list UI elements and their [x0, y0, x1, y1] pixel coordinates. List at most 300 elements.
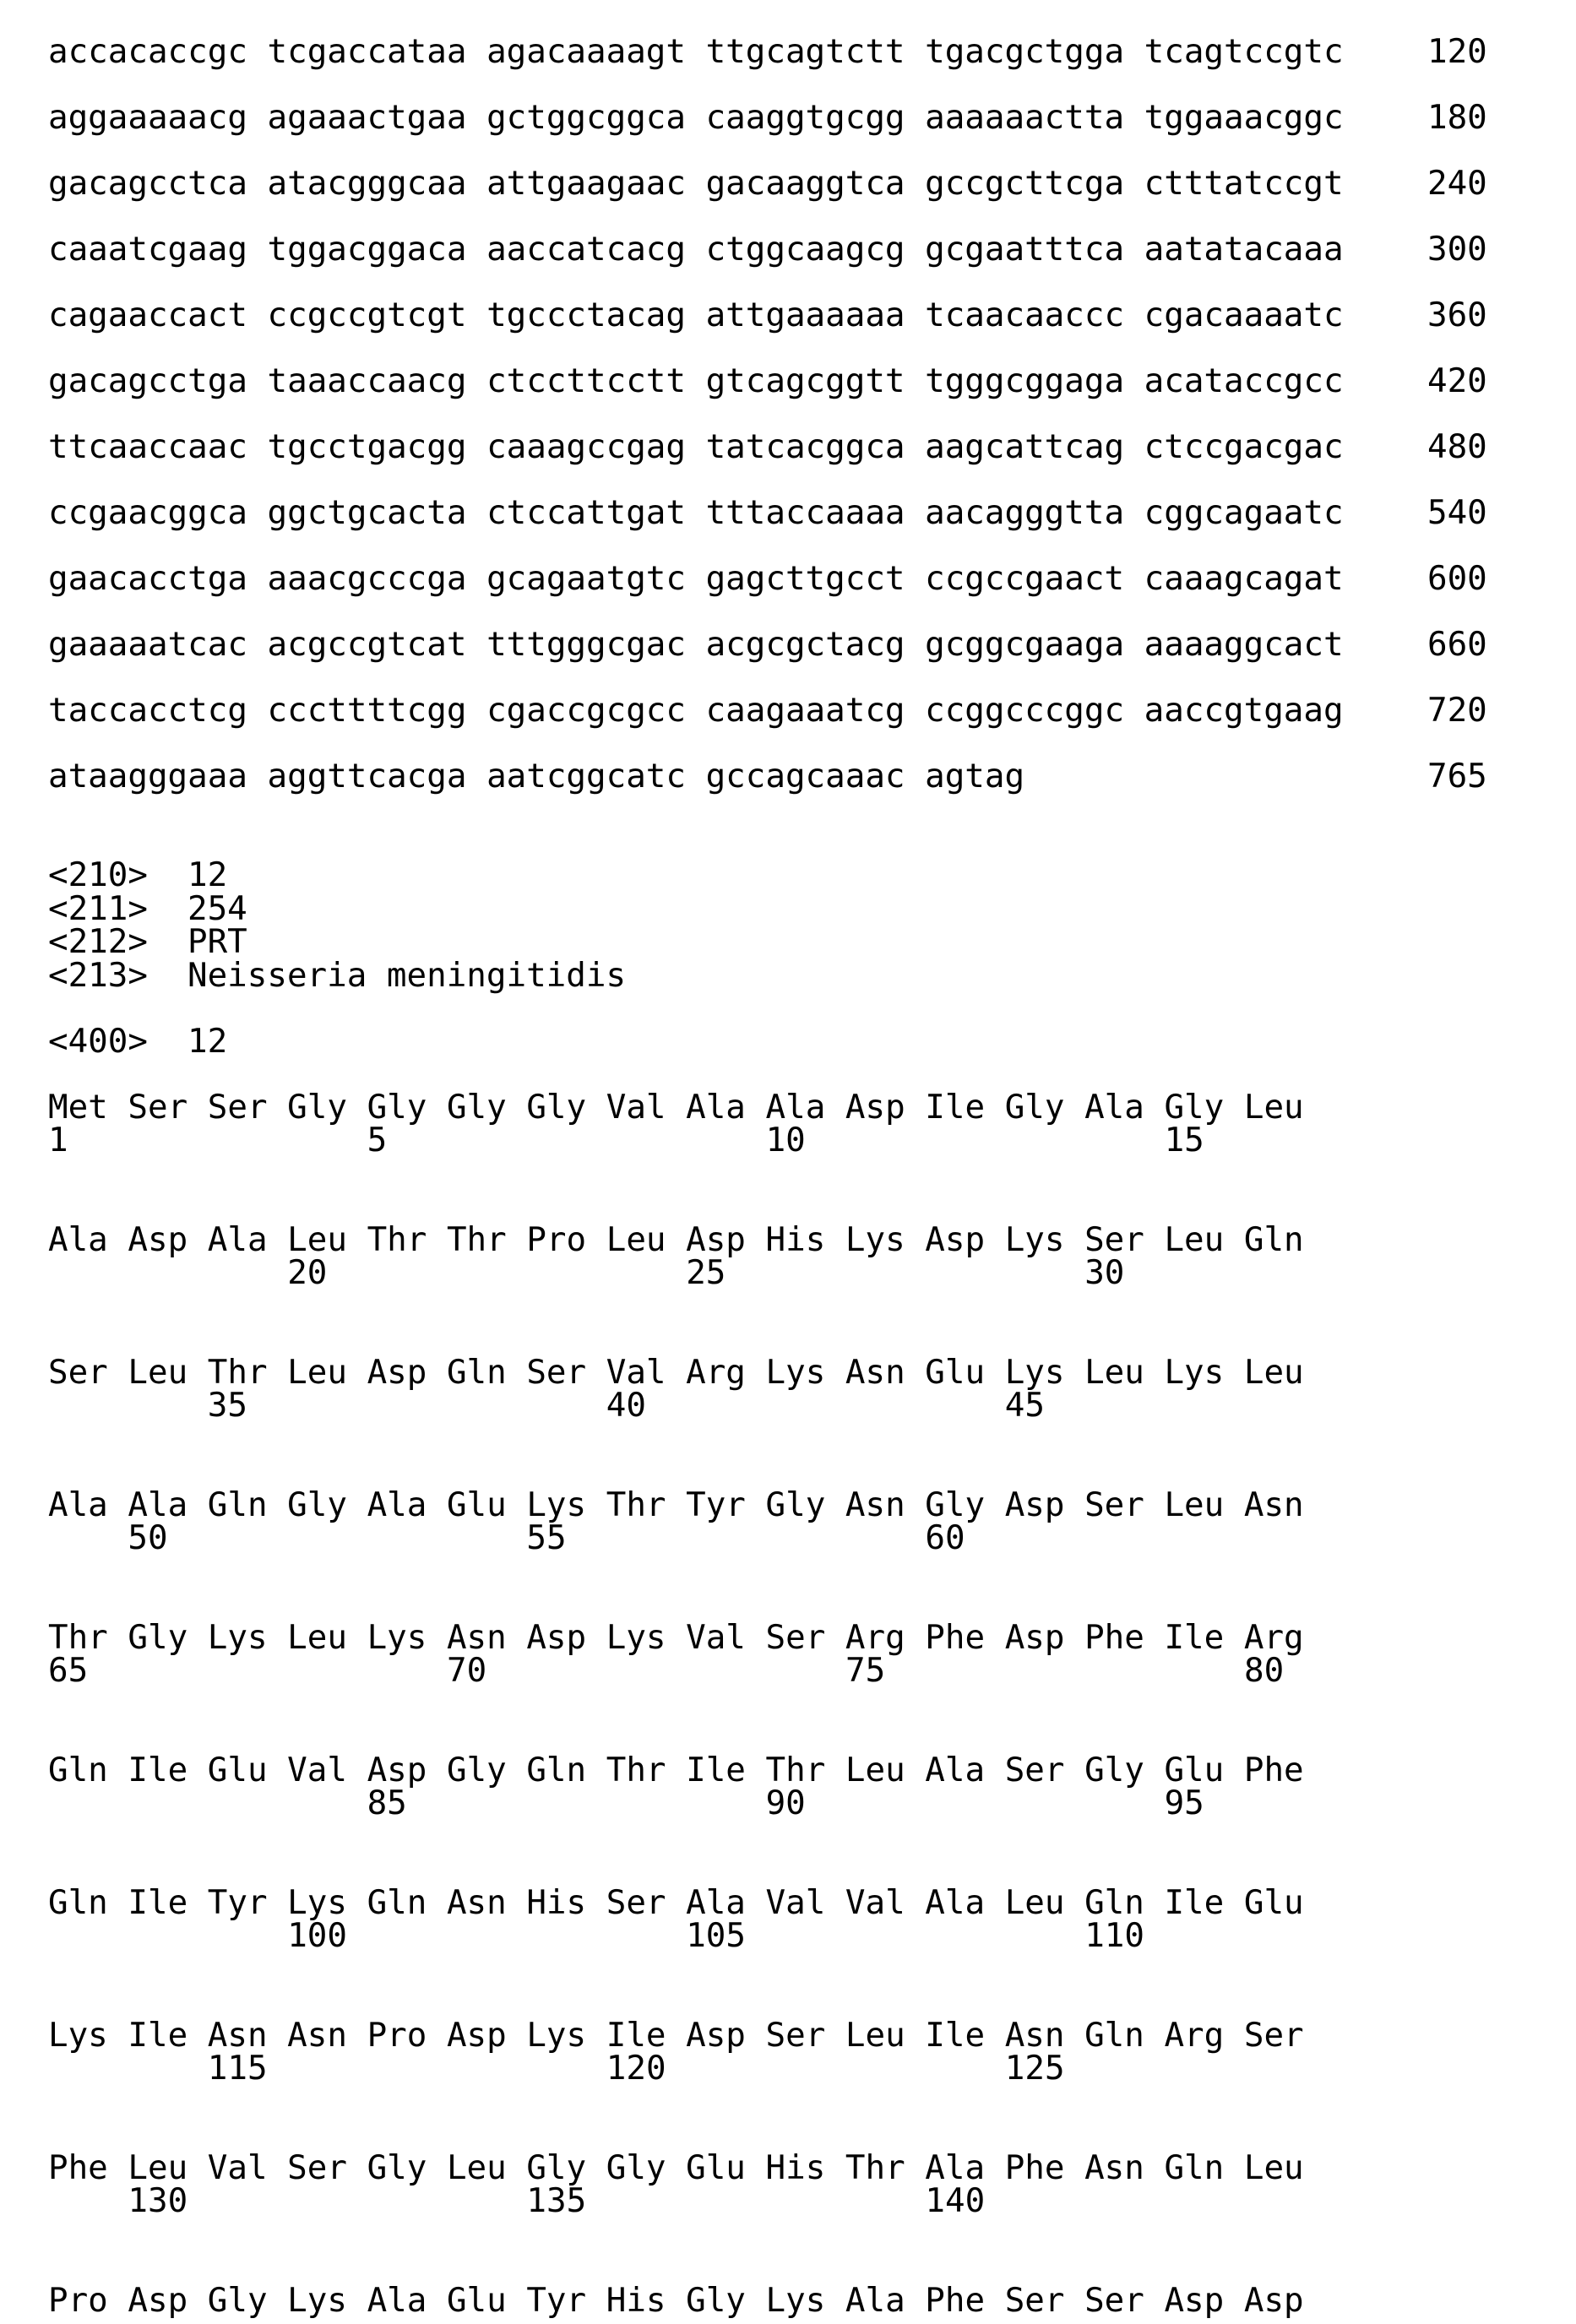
- nucleotide-group: aatcggcatc: [486, 757, 686, 795]
- residue: Asn: [446, 1884, 507, 1922]
- nucleotide-position-number: 660: [1427, 626, 1487, 664]
- nucleotide-group: ccgaacggca: [48, 494, 247, 532]
- residue: Thr: [765, 1751, 826, 1789]
- residue: Gly: [925, 1486, 986, 1524]
- residue: Ile: [1164, 1619, 1225, 1657]
- residue: Glu: [207, 1751, 268, 1789]
- nucleotide-group: agaaactgaa: [267, 99, 467, 137]
- residue: Ile: [606, 2017, 666, 2055]
- residue-position-number: 130: [128, 2182, 188, 2220]
- residue: Gly: [686, 2282, 746, 2320]
- residue: Gln: [48, 1884, 108, 1922]
- residue: Glu: [686, 2149, 746, 2187]
- nucleotide-group: gacaaggtca: [705, 165, 905, 203]
- residue: Lys: [48, 2017, 108, 2055]
- residue-position-number: 85: [367, 1784, 407, 1822]
- residue: Lys: [526, 2017, 587, 2055]
- nucleotide-group: caagaaatcg: [705, 692, 905, 730]
- residue: Thr: [207, 1354, 268, 1392]
- residue: Ser: [1004, 1751, 1065, 1789]
- residue: Gly: [606, 2149, 666, 2187]
- residue: Leu: [128, 2149, 188, 2187]
- residue-position-number: 30: [1084, 1254, 1125, 1292]
- residue: Met: [48, 1089, 108, 1127]
- residue: Gly: [287, 1089, 347, 1127]
- nucleotide-position-number: 720: [1427, 692, 1487, 730]
- nucleotide-group: gccgcttcga: [925, 165, 1125, 203]
- residue: Ile: [1164, 1884, 1225, 1922]
- nucleotide-group: ccgccgtcgt: [267, 296, 467, 334]
- field-value: 254: [187, 890, 247, 928]
- residue: Asn: [845, 1354, 905, 1392]
- nucleotide-group: tcagtccgtc: [1144, 33, 1344, 71]
- nucleotide-group: ctccttcctt: [486, 362, 686, 400]
- residue: Gln: [48, 1751, 108, 1789]
- residue: His: [526, 1884, 587, 1922]
- nucleotide-group: caaggtgcgg: [705, 99, 905, 137]
- residue: Asp: [925, 1221, 986, 1259]
- residue: Leu: [606, 1221, 666, 1259]
- nucleotide-group: ttgcagtctt: [705, 33, 905, 71]
- residue-position-number: 35: [207, 1387, 247, 1425]
- residue: Asp: [367, 1354, 427, 1392]
- residue: Lys: [526, 1486, 587, 1524]
- residue: Asp: [526, 1619, 587, 1657]
- residue: Val: [207, 2149, 268, 2187]
- residue: Val: [287, 1751, 347, 1789]
- nucleotide-position-number: 480: [1427, 428, 1487, 466]
- residue: Leu: [287, 1221, 347, 1259]
- residue: Val: [606, 1354, 666, 1392]
- nucleotide-group: aaaaggcact: [1144, 626, 1344, 664]
- nucleotide-group: gcagaatgtc: [486, 560, 686, 598]
- residue: Thr: [48, 1619, 108, 1657]
- field-value: Neisseria meningitidis: [187, 957, 627, 995]
- amino-acid-row: [48, 1486, 1323, 1524]
- residue: Ser: [287, 2149, 347, 2187]
- nucleotide-group: cggcagaatc: [1144, 494, 1344, 532]
- residue: Ser: [1084, 1486, 1144, 1524]
- residue: Ser: [128, 1089, 188, 1127]
- residue: Ile: [128, 2017, 188, 2055]
- residue: Tyr: [526, 2282, 587, 2320]
- residue: Leu: [287, 1619, 347, 1657]
- residue: Leu: [1243, 1354, 1304, 1392]
- residue-position-number: 20: [287, 1254, 328, 1292]
- nucleotide-group: gtcagcggtt: [705, 362, 905, 400]
- nucleotide-group: ccggcccggc: [925, 692, 1125, 730]
- nucleotide-group: acgccgtcat: [267, 626, 467, 664]
- nucleotide-row: [48, 35, 1344, 69]
- amino-acid-row: [48, 2284, 1323, 2318]
- residue: Leu: [287, 1354, 347, 1392]
- residue-position-number: 15: [1164, 1121, 1204, 1159]
- residue: Phe: [48, 2149, 108, 2187]
- field-value: 12: [187, 1023, 228, 1061]
- residue: Lys: [1004, 1354, 1065, 1392]
- nucleotide-group: gccagcaaac: [705, 757, 905, 795]
- residue: Ile: [925, 1089, 986, 1127]
- nucleotide-group: tttgggcgac: [486, 626, 686, 664]
- nucleotide-group: gacagcctca: [48, 165, 247, 203]
- field-tag: <400>: [48, 1023, 148, 1061]
- nucleotide-group: agtag: [925, 757, 1025, 795]
- residue-position-number: 40: [606, 1387, 646, 1425]
- residue-position-number: 105: [686, 1917, 746, 1955]
- nucleotide-group: gcggcgaaga: [925, 626, 1125, 664]
- residue: Thr: [367, 1221, 427, 1259]
- residue: Lys: [207, 1619, 268, 1657]
- residue: Thr: [446, 1221, 507, 1259]
- nucleotide-group: accacaccgc: [48, 33, 247, 71]
- nucleotide-group: tggacggaca: [267, 231, 467, 269]
- residue: Phe: [925, 2282, 986, 2320]
- nucleotide-group: acataccgcc: [1144, 362, 1344, 400]
- residue: Asp: [1164, 2282, 1225, 2320]
- residue-position-number: 75: [845, 1652, 886, 1690]
- residue: Gly: [207, 2282, 268, 2320]
- residue: Asp: [845, 1089, 905, 1127]
- residue: Ala: [48, 1221, 108, 1259]
- nucleotide-group: cgaccgcgcc: [486, 692, 686, 730]
- residue: Leu: [1243, 1089, 1304, 1127]
- nucleotide-row: [48, 101, 1344, 135]
- amino-acid-row: [48, 2149, 1323, 2187]
- residue: Pro: [526, 1221, 587, 1259]
- nucleotide-row: [48, 167, 1344, 201]
- residue: Arg: [1243, 1619, 1304, 1657]
- residue: Arg: [845, 1619, 905, 1657]
- nucleotide-group: gctggcggca: [486, 99, 686, 137]
- nucleotide-row: [48, 757, 1025, 795]
- residue: Leu: [1164, 1486, 1225, 1524]
- residue: Thr: [845, 2149, 905, 2187]
- field-tag: <211>: [48, 890, 148, 928]
- field-value: PRT: [187, 923, 247, 961]
- residue: Leu: [1243, 2149, 1304, 2187]
- nucleotide-group: tatcacggca: [705, 428, 905, 466]
- nucleotide-position-number: 180: [1427, 99, 1487, 137]
- residue: Phe: [1084, 1619, 1144, 1657]
- nucleotide-group: aggttcacga: [267, 757, 467, 795]
- residue: Ser: [1243, 2017, 1304, 2055]
- nucleotide-group: ttcaaccaac: [48, 428, 247, 466]
- residue: Asp: [1243, 2282, 1304, 2320]
- nucleotide-row: [48, 296, 1344, 334]
- residue: Gly: [367, 2149, 427, 2187]
- residue: Phe: [1243, 1751, 1304, 1789]
- residue: Gly: [765, 1486, 826, 1524]
- residue: Val: [606, 1089, 666, 1127]
- residue: Gly: [446, 1089, 507, 1127]
- nucleotide-position-number: 240: [1427, 165, 1487, 203]
- residue: Asp: [1004, 1486, 1065, 1524]
- residue: Pro: [367, 2017, 427, 2055]
- residue-position-number: 90: [765, 1784, 806, 1822]
- residue: Gln: [1243, 1221, 1304, 1259]
- residue: Asp: [128, 2282, 188, 2320]
- residue: Arg: [1164, 2017, 1225, 2055]
- nucleotide-group: ataagggaaa: [48, 757, 247, 795]
- nucleotide-group: aaacgcccga: [267, 560, 467, 598]
- residue-position-number: 115: [207, 2050, 268, 2088]
- residue: Lys: [1164, 1354, 1225, 1392]
- nucleotide-row: [48, 233, 1344, 267]
- residue: Asn: [207, 2017, 268, 2055]
- amino-acid-row: [48, 1221, 1323, 1259]
- field-tag: <213>: [48, 957, 148, 995]
- residue-position-number: 80: [1244, 1652, 1285, 1690]
- nucleotide-group: aaccatcacg: [486, 231, 686, 269]
- residue: Leu: [1164, 1221, 1225, 1259]
- residue: His: [765, 1221, 826, 1259]
- residue: Ser: [606, 1884, 666, 1922]
- residue: Glu: [446, 2282, 507, 2320]
- residue: Gly: [287, 1486, 347, 1524]
- nucleotide-group: aacagggtta: [925, 494, 1125, 532]
- nucleotide-group: tggaaacggc: [1144, 99, 1344, 137]
- nucleotide-group: agacaaaagt: [486, 33, 686, 71]
- residue: Gln: [207, 1486, 268, 1524]
- header-field: [48, 856, 228, 894]
- nucleotide-position-number: 420: [1427, 362, 1487, 400]
- nucleotide-group: gaaaaatcac: [48, 626, 247, 664]
- header-field: [48, 959, 626, 993]
- nucleotide-group: cccttttcgg: [267, 692, 467, 730]
- residue: Lys: [367, 1619, 427, 1657]
- residue: Leu: [1084, 1354, 1144, 1392]
- residue: Ile: [128, 1751, 188, 1789]
- residue: Gly: [1004, 1089, 1065, 1127]
- nucleotide-group: gcgaatttca: [925, 231, 1125, 269]
- nucleotide-row: [48, 494, 1344, 532]
- nucleotide-position-number: 540: [1427, 494, 1487, 532]
- residue-position-number: 110: [1084, 1917, 1144, 1955]
- residue-position-number: 120: [606, 2050, 666, 2088]
- nucleotide-group: taccacctcg: [48, 692, 247, 730]
- nucleotide-group: tgcctgacgg: [267, 428, 467, 466]
- residue-position-number: 140: [925, 2182, 986, 2220]
- residue-position-number: 70: [447, 1652, 487, 1690]
- residue: Lys: [287, 2282, 347, 2320]
- nucleotide-row: [48, 428, 1344, 466]
- residue-position-number: 10: [765, 1121, 806, 1159]
- residue: Asn: [1243, 1486, 1304, 1524]
- residue: Glu: [1243, 1884, 1304, 1922]
- residue: Gly: [1164, 1089, 1225, 1127]
- nucleotide-position-number: 600: [1427, 560, 1487, 598]
- residue: Asp: [446, 2017, 507, 2055]
- residue: Ala: [128, 1486, 188, 1524]
- residue: Ala: [925, 2149, 986, 2187]
- sequence-tag-field: [48, 1025, 227, 1059]
- residue: Lys: [765, 2282, 826, 2320]
- header-field: [48, 890, 247, 928]
- residue: Ser: [765, 1619, 826, 1657]
- residue: Ser: [765, 2017, 826, 2055]
- nucleotide-group: gaacacctga: [48, 560, 247, 598]
- residue: Gly: [526, 2149, 587, 2187]
- nucleotide-group: ccgccgaact: [925, 560, 1125, 598]
- nucleotide-group: aaccgtgaag: [1144, 692, 1344, 730]
- residue: Ala: [1084, 1089, 1144, 1127]
- residue-position-number: 125: [1004, 2050, 1065, 2088]
- residue: Arg: [686, 1354, 746, 1392]
- nucleotide-group: ctggcaagcg: [705, 231, 905, 269]
- residue-position-number: 65: [48, 1652, 89, 1690]
- header-field: [48, 923, 247, 961]
- residue-position-number: 100: [287, 1917, 347, 1955]
- residue: Thr: [606, 1486, 666, 1524]
- residue: Val: [845, 1884, 905, 1922]
- residue: Leu: [1004, 1884, 1065, 1922]
- residue: Phe: [1004, 2149, 1065, 2187]
- nucleotide-group: tgggcggaga: [925, 362, 1125, 400]
- residue: Asn: [287, 2017, 347, 2055]
- residue: Lys: [765, 1354, 826, 1392]
- residue-position-number: 45: [1004, 1387, 1045, 1425]
- nucleotide-group: gagcttgcct: [705, 560, 905, 598]
- nucleotide-group: tcgaccataa: [267, 33, 467, 71]
- amino-acid-row: [48, 1621, 1323, 1655]
- residue: Asn: [1004, 2017, 1065, 2055]
- residue: Glu: [925, 1354, 986, 1392]
- residue: Lys: [1004, 1221, 1065, 1259]
- nucleotide-group: tcaacaaccc: [925, 296, 1125, 334]
- amino-acid-row: [48, 1884, 1323, 1922]
- residue: Ala: [765, 1089, 826, 1127]
- residue: Gly: [367, 1089, 427, 1127]
- residue: Gln: [1084, 1884, 1144, 1922]
- residue: Asp: [686, 2017, 746, 2055]
- nucleotide-group: gacagcctga: [48, 362, 247, 400]
- nucleotide-group: caaagccgag: [486, 428, 686, 466]
- residue: Ser: [207, 1089, 268, 1127]
- nucleotide-group: aagcattcag: [925, 428, 1125, 466]
- nucleotide-row: [48, 628, 1344, 662]
- residue: Ala: [367, 1486, 427, 1524]
- residue: Gln: [526, 1751, 587, 1789]
- residue: Asn: [446, 1619, 507, 1657]
- residue-position-number: 1: [48, 1121, 68, 1159]
- nucleotide-group: aatatacaaa: [1144, 231, 1344, 269]
- residue-position-number: 5: [367, 1121, 388, 1159]
- nucleotide-group: cagaaccact: [48, 296, 247, 334]
- residue: Gln: [1084, 2017, 1144, 2055]
- nucleotide-group: ctccgacgac: [1144, 428, 1344, 466]
- residue: Ser: [1004, 2282, 1065, 2320]
- residue: Ala: [207, 1221, 268, 1259]
- amino-acid-row: [48, 1751, 1323, 1789]
- nucleotide-group: taaaccaacg: [267, 362, 467, 400]
- residue: Thr: [606, 1751, 666, 1789]
- nucleotide-group: aggaaaaacg: [48, 99, 247, 137]
- residue-position-number: 95: [1164, 1784, 1204, 1822]
- nucleotide-group: caaatcgaag: [48, 231, 247, 269]
- residue: Ile: [686, 1751, 746, 1789]
- residue: Asn: [845, 1486, 905, 1524]
- residue-position-number: 25: [686, 1254, 726, 1292]
- residue: Gly: [526, 1089, 587, 1127]
- residue: Gln: [367, 1884, 427, 1922]
- residue: Tyr: [686, 1486, 746, 1524]
- residue: Ala: [845, 2282, 905, 2320]
- nucleotide-position-number: 300: [1427, 231, 1487, 269]
- nucleotide-group: ggctgcacta: [267, 494, 467, 532]
- nucleotide-row: [48, 562, 1344, 596]
- residue: Asp: [1004, 1619, 1065, 1657]
- residue: Glu: [1164, 1751, 1225, 1789]
- residue: Lys: [845, 1221, 905, 1259]
- residue: Ile: [925, 2017, 986, 2055]
- residue: Gly: [128, 1619, 188, 1657]
- residue: Gly: [446, 1751, 507, 1789]
- amino-acid-row: [48, 1356, 1323, 1390]
- nucleotide-group: atacgggcaa: [267, 165, 467, 203]
- residue: Val: [686, 1619, 746, 1657]
- residue-position-number: 135: [526, 2182, 587, 2220]
- amino-acid-row: [48, 1091, 1323, 1125]
- residue: Phe: [925, 1619, 986, 1657]
- residue: Ala: [925, 1884, 986, 1922]
- residue: Leu: [845, 2017, 905, 2055]
- residue: Ile: [128, 1884, 188, 1922]
- residue: Asn: [1084, 2149, 1144, 2187]
- nucleotide-group: ctttatccgt: [1144, 165, 1344, 203]
- nucleotide-group: aaaaaactta: [925, 99, 1125, 137]
- residue: His: [606, 2282, 666, 2320]
- residue: Ser: [1084, 1221, 1144, 1259]
- residue: Asp: [128, 1221, 188, 1259]
- nucleotide-position-number: 765: [1427, 757, 1487, 795]
- nucleotide-group: tgccctacag: [486, 296, 686, 334]
- residue: Ala: [925, 1751, 986, 1789]
- nucleotide-row: [48, 362, 1344, 400]
- residue: Glu: [446, 1486, 507, 1524]
- residue-position-number: 50: [128, 1519, 168, 1557]
- residue: Ala: [367, 2282, 427, 2320]
- amino-acid-row: [48, 2019, 1323, 2053]
- residue: Gly: [1084, 1751, 1144, 1789]
- residue: Lys: [287, 1884, 347, 1922]
- residue: Ala: [686, 1089, 746, 1127]
- nucleotide-group: tttaccaaaa: [705, 494, 905, 532]
- residue: Ala: [48, 1486, 108, 1524]
- nucleotide-position-number: 120: [1427, 33, 1487, 71]
- nucleotide-position-number: 360: [1427, 296, 1487, 334]
- nucleotide-group: caaagcagat: [1144, 560, 1344, 598]
- residue: Ser: [526, 1354, 587, 1392]
- nucleotide-group: tgacgctgga: [925, 33, 1125, 71]
- residue: His: [765, 2149, 826, 2187]
- residue-position-number: 60: [925, 1519, 965, 1557]
- nucleotide-group: acgcgctacg: [705, 626, 905, 664]
- residue: Asp: [686, 1221, 746, 1259]
- residue: Lys: [606, 1619, 666, 1657]
- nucleotide-group: cgacaaaatc: [1144, 296, 1344, 334]
- residue: Ser: [48, 1354, 108, 1392]
- residue: Pro: [48, 2282, 108, 2320]
- field-tag: <212>: [48, 923, 148, 961]
- residue: Gln: [1164, 2149, 1225, 2187]
- residue: Val: [765, 1884, 826, 1922]
- residue: Asp: [367, 1751, 427, 1789]
- field-value: 12: [187, 856, 228, 894]
- residue: Ala: [686, 1884, 746, 1922]
- residue: Gln: [446, 1354, 507, 1392]
- field-tag: <210>: [48, 856, 148, 894]
- residue-position-number: 55: [526, 1519, 567, 1557]
